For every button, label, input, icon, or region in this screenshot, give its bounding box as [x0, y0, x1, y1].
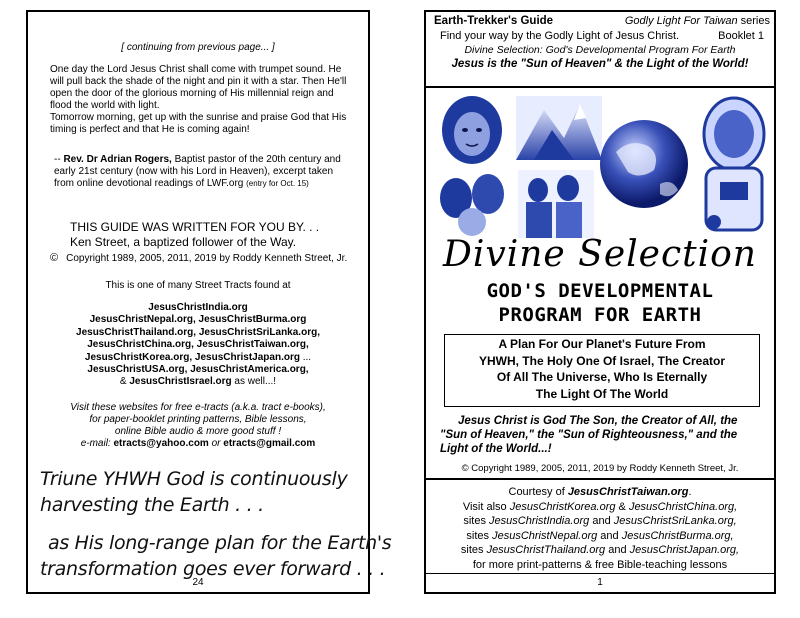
header-row-1	[434, 14, 770, 28]
written-line-1: THIS GUIDE WAS WRITTEN FOR YOU BY. . .	[70, 220, 320, 234]
site-korea-link[interactable]: JesusChristKorea.org	[509, 500, 616, 513]
site-srilanka-link[interactable]: JesusChristSriLanka.org,	[613, 515, 737, 528]
visit-note	[28, 402, 368, 450]
program-line: Divine Selection: God's Developmental Program For Earth	[464, 44, 736, 56]
courtesy-box	[426, 478, 774, 574]
site-line-6[interactable]: JesusChristUSA.org, JesusChristAmerica.org,	[87, 364, 309, 376]
series-label	[625, 14, 770, 28]
and-word-2: and	[597, 529, 622, 542]
cover-title: Divine Selection	[443, 234, 757, 275]
child-portrait-image	[436, 94, 508, 168]
site-line-2[interactable]: JesusChristNepal.org, JesusChristBurma.org	[89, 314, 307, 326]
plan-line-1: A Plan For Our Planet's Future From	[498, 337, 706, 351]
attribution-text: Baptist pastor of the 20th century and early 21st century (now with his Lord in Heaven), excerpt taken from online devotional readings of LWF.org	[54, 154, 341, 189]
jesus-statement-a: Jesus Christ is God The Son	[458, 415, 615, 427]
script-line-1: Triune YHWH God is continuously	[40, 468, 348, 490]
site-line-4[interactable]: JesusChristChina.org, JesusChristTaiwan.org,	[87, 339, 309, 351]
site-india-link[interactable]: JesusChristIndia.org	[489, 515, 590, 528]
plan-line-3: Of All The Universe, Who Is Eternally	[496, 370, 708, 384]
paragraph-2: Tomorrow morning, get up with the sunrise and praise God that His timing is perfect and that He is coming again!	[50, 112, 347, 135]
visit-line-1: Visit these websites for free e-tracts (a.k.a. tract e-books),	[70, 402, 326, 413]
earth-image	[600, 120, 688, 208]
written-line-2: Ken Street, a baptized follower of the Way.	[70, 235, 297, 249]
site-line-7-israel[interactable]: JesusChristIsrael.org	[129, 376, 232, 388]
site-japan-link[interactable]: JesusChristJapan.org,	[629, 544, 740, 557]
subtitle-line-2: PROGRAM FOR EARTH	[498, 304, 702, 326]
more-patterns-line: for more print-patterns & free Bible-teaching lessons	[472, 558, 728, 571]
copyright-text: Copyright 1989, 2005, 2011, 2019 by Roddy Kenneth Street, Jr.	[66, 253, 348, 264]
attribution	[54, 154, 354, 190]
site-line-5[interactable]	[28, 352, 368, 364]
jesus-statement	[440, 414, 764, 456]
astronaut-image	[696, 94, 770, 240]
site-china-link[interactable]: JesusChristChina.org,	[628, 500, 738, 513]
booklet-number: Booklet 1	[718, 30, 764, 42]
copyright-symbol: ©	[50, 252, 59, 264]
sites-word-1: sites	[463, 515, 490, 528]
amp-1: &	[615, 500, 629, 513]
email-label: e-mail:	[80, 438, 114, 449]
site-line-1[interactable]: JesusChristIndia.org	[148, 302, 248, 313]
find-way: Find your way by the Godly Light of Jesus Christ.	[440, 30, 680, 42]
tracts-intro: This is one of many Street Tracts found at	[105, 280, 291, 291]
script-line-4: transformation goes ever forward . . .	[40, 558, 386, 580]
written-for-you	[70, 220, 358, 250]
visit-also-label: Visit also	[462, 500, 510, 513]
site-nepal-link[interactable]: JesusChristNepal.org	[492, 529, 598, 542]
email-or: or	[208, 438, 224, 449]
email-line	[28, 438, 368, 450]
site-burma-link[interactable]: JesusChristBurma.org,	[621, 529, 734, 542]
paragraph-1: One day the Lord Jesus Christ shall come with trumpet sound. He will pull back the shade of the night and pin it with a star. Then He'll open the door of the glorious morning of His millennial reign and flood the world with light.	[50, 64, 347, 111]
site-line-5-ellipsis: ...	[299, 351, 312, 363]
page-number-left: 24	[192, 577, 204, 588]
visit-line-3: online Bible audio & more good stuff !	[114, 426, 282, 437]
courtesy-line	[426, 485, 774, 500]
sites-word-2: sites	[466, 529, 493, 542]
sites-line-2	[426, 529, 774, 544]
site-line-7-amp: &	[119, 376, 130, 388]
visit-also-line	[426, 500, 774, 515]
sun-line: Jesus is the "Sun of Heaven" & the Light of the World!	[451, 58, 749, 70]
series-name: Godly Light For Taiwan	[624, 15, 738, 27]
attribution-dash: --	[54, 154, 64, 165]
and-word-1: and	[589, 515, 614, 528]
guide-label: Earth-Trekker's Guide	[434, 15, 554, 27]
site-line-3[interactable]: JesusChristThailand.org, JesusChristSriLanka.org,	[76, 326, 320, 338]
script-line-2: harvesting the Earth . . .	[40, 494, 264, 516]
courtesy-dot: .	[688, 486, 692, 498]
email-2[interactable]: etracts@gmail.com	[223, 438, 316, 449]
right-page	[424, 10, 776, 594]
plan-line-2: YHWH, The Holy One Of Israel, The Creator	[478, 353, 726, 368]
page-number-right: 1	[597, 577, 603, 588]
email-1[interactable]: etracts@yahoo.com	[113, 438, 209, 449]
monks-image	[518, 170, 594, 238]
site-thailand-link[interactable]: JesusChristThailand.org	[486, 544, 606, 557]
site-line-7-tail: as well...!	[231, 376, 277, 388]
cover-collage	[434, 94, 772, 240]
courtesy-label: Courtesy of	[508, 486, 568, 498]
sites-word-3: sites	[460, 544, 487, 557]
site-line-5-sites[interactable]: JesusChristKorea.org, JesusChristJapan.org	[84, 351, 300, 363]
attribution-name: Rev. Dr Adrian Rogers,	[63, 154, 172, 165]
copyright-left	[50, 252, 360, 264]
and-word-3: and	[605, 544, 630, 557]
visit-line-2: for paper-booklet printing patterns, Bible lessons,	[89, 414, 307, 425]
website-list	[28, 302, 368, 389]
series-word: series	[737, 15, 770, 27]
subtitle-line-1: GOD'S DEVELOPMENTAL	[486, 280, 714, 302]
mountain-image	[516, 96, 602, 160]
guide-header	[426, 12, 774, 88]
sites-line-1	[426, 514, 774, 529]
left-page	[26, 10, 392, 594]
faces-image	[434, 170, 510, 238]
header-row-2	[440, 29, 764, 43]
jesus-statement-b: , the Creator of All, the "Sun of Heaven," the "Sun of Righteousness," and the Light of the World...!	[440, 415, 738, 455]
courtesy-site-link[interactable]: JesusChristTaiwan.org	[567, 486, 689, 498]
script-line-3: as His long-range plan for the Earth's	[48, 532, 392, 554]
plan-box	[444, 334, 760, 407]
continuing-note: [ continuing from previous page... ]	[121, 42, 275, 53]
sites-line-3	[426, 543, 774, 558]
copyright-right: © Copyright 1989, 2005, 2011, 2019 by Roddy Kenneth Street, Jr.	[461, 463, 739, 474]
site-line-7[interactable]	[28, 376, 368, 388]
attribution-note: (entry for Oct. 15)	[246, 179, 309, 188]
plan-line-4: The Light Of The World	[535, 386, 669, 401]
